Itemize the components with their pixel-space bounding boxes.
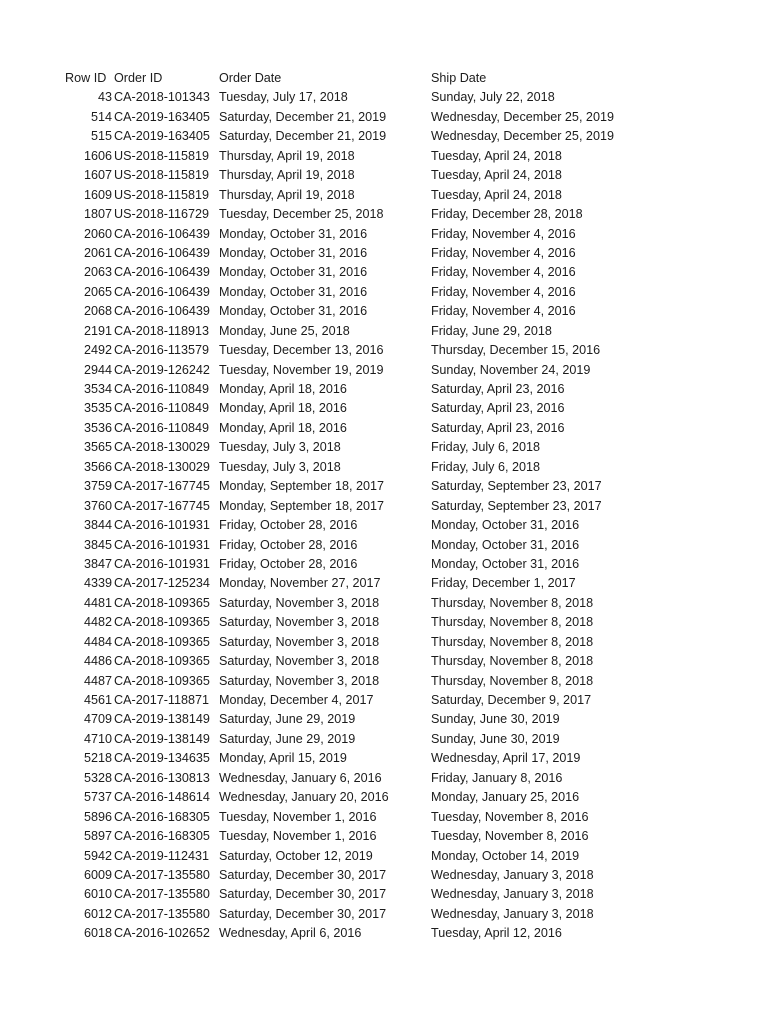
cell-ship-date: Friday, November 4, 2016: [431, 245, 576, 260]
table-row: [0, 769, 768, 788]
table-row: [0, 127, 768, 146]
cell-row-id: 1609: [83, 187, 112, 202]
cell-ship-date: Friday, November 4, 2016: [431, 226, 576, 241]
cell-row-id: 3759: [83, 479, 112, 494]
cell-order-date: Saturday, November 3, 2018: [219, 673, 380, 688]
table-row: [0, 808, 768, 827]
table-row: [0, 633, 768, 652]
cell-row-id: 6018: [83, 926, 112, 941]
cell-order-id: CA-2016-110849: [114, 382, 209, 396]
table-row: [0, 477, 768, 496]
cell-row-id: 3534: [83, 382, 112, 396]
table-row: [0, 438, 768, 457]
cell-order-date: Saturday, June 29, 2019: [219, 731, 356, 746]
cell-ship-date: Thursday, December 15, 2016: [431, 343, 601, 358]
cell-row-id: 514: [90, 109, 112, 124]
cell-order-date: Monday, April 18, 2016: [219, 382, 347, 396]
cell-ship-date: Tuesday, April 24, 2018: [431, 187, 562, 202]
cell-order-date: Tuesday, December 25, 2018: [219, 207, 384, 222]
cell-order-date: Thursday, April 19, 2018: [219, 148, 355, 163]
cell-row-id: 3566: [83, 459, 112, 474]
table-row: [0, 788, 768, 807]
table-header-row: [0, 69, 768, 88]
cell-row-id: 2061: [83, 245, 112, 260]
cell-order-date: Saturday, November 3, 2018: [219, 654, 380, 669]
cell-order-date: Monday, October 31, 2016: [219, 226, 368, 241]
cell-row-id: 1606: [83, 148, 112, 163]
cell-order-date: Saturday, November 3, 2018: [219, 615, 380, 630]
cell-order-id: CA-2016-110849: [114, 420, 209, 435]
cell-order-id: CA-2016-106439: [114, 304, 210, 319]
cell-ship-date: Wednesday, December 25, 2019: [431, 109, 614, 124]
cell-order-id: CA-2019-112431: [114, 848, 209, 863]
cell-order-date: Monday, October 31, 2016: [219, 284, 368, 299]
table-row: [0, 652, 768, 671]
cell-row-id: 2191: [83, 323, 112, 338]
cell-row-id: 2060: [83, 226, 112, 241]
cell-order-id: CA-2016-101931: [114, 537, 210, 552]
cell-order-id: CA-2016-106439: [114, 245, 210, 260]
cell-ship-date: Wednesday, April 17, 2019: [431, 751, 581, 766]
cell-ship-date: Thursday, November 8, 2018: [431, 595, 594, 610]
cell-row-id: 4481: [83, 595, 112, 610]
cell-row-id: 2492: [83, 343, 112, 358]
cell-row-id: 5896: [83, 809, 112, 824]
cell-order-id: CA-2016-101931: [114, 556, 210, 571]
cell-ship-date: Sunday, November 24, 2019: [431, 362, 591, 377]
cell-ship-date: Friday, June 29, 2018: [431, 323, 552, 338]
cell-order-id: CA-2017-118871: [114, 693, 209, 707]
cell-row-id: 3536: [83, 420, 112, 435]
table-row: [0, 225, 768, 244]
table-row: [0, 516, 768, 535]
cell-ship-date: Friday, December 1, 2017: [431, 576, 576, 591]
cell-order-date: Saturday, December 21, 2019: [219, 109, 387, 124]
cell-order-date: Monday, October 31, 2016: [219, 265, 368, 280]
cell-order-date: Monday, November 27, 2017: [219, 576, 381, 591]
table-row: [0, 710, 768, 729]
cell-order-id: CA-2017-135580: [114, 867, 210, 882]
cell-row-id: 4487: [83, 673, 112, 688]
cell-ship-date: Friday, November 4, 2016: [431, 284, 576, 299]
cell-order-date: Thursday, April 19, 2018: [219, 187, 355, 202]
cell-order-id: CA-2017-135580: [114, 887, 210, 902]
cell-row-id: 5218: [83, 751, 112, 766]
cell-order-id: CA-2016-110849: [114, 401, 209, 416]
header-order-id: Order ID: [114, 71, 163, 85]
table-row: [0, 186, 768, 205]
cell-order-date: Monday, September 18, 2017: [219, 498, 384, 513]
cell-ship-date: Monday, January 25, 2016: [431, 790, 580, 805]
table-row: [0, 730, 768, 749]
cell-row-id: 4484: [83, 634, 112, 649]
cell-order-id: CA-2018-109365: [114, 615, 210, 630]
cell-order-date: Friday, October 28, 2016: [219, 518, 358, 533]
cell-ship-date: Sunday, June 30, 2019: [431, 731, 560, 746]
cell-order-id: CA-2019-126242: [114, 362, 210, 377]
cell-order-id: CA-2018-109365: [114, 654, 210, 669]
cell-row-id: 3847: [83, 556, 112, 571]
cell-order-id: CA-2016-113579: [114, 343, 209, 358]
cell-row-id: 43: [97, 90, 112, 105]
cell-row-id: 6010: [83, 887, 112, 902]
cell-ship-date: Friday, January 8, 2016: [431, 770, 563, 785]
header-order-date: Order Date: [219, 71, 282, 85]
cell-order-date: Thursday, April 19, 2018: [219, 168, 355, 183]
cell-row-id: 6009: [83, 867, 112, 882]
table-row: [0, 263, 768, 282]
cell-ship-date: Monday, October 31, 2016: [431, 556, 580, 571]
cell-row-id: 3760: [83, 498, 112, 513]
cell-order-id: CA-2018-130029: [114, 440, 210, 455]
cell-order-id: CA-2018-118913: [114, 323, 209, 338]
table-row: [0, 749, 768, 768]
table-row: [0, 108, 768, 127]
table-row: [0, 672, 768, 691]
table-row: [0, 419, 768, 438]
table-row: [0, 302, 768, 321]
cell-ship-date: Tuesday, April 24, 2018: [431, 148, 562, 163]
cell-ship-date: Tuesday, April 24, 2018: [431, 168, 562, 183]
cell-ship-date: Saturday, September 23, 2017: [431, 479, 602, 494]
cell-order-date: Tuesday, July 17, 2018: [219, 90, 348, 105]
table-row: [0, 399, 768, 418]
cell-row-id: 3535: [83, 401, 112, 416]
cell-order-date: Tuesday, November 1, 2016: [219, 829, 377, 844]
cell-order-date: Saturday, December 30, 2017: [219, 867, 387, 882]
cell-ship-date: Friday, July 6, 2018: [431, 459, 540, 474]
cell-order-date: Saturday, June 29, 2019: [219, 712, 356, 727]
cell-ship-date: Saturday, September 23, 2017: [431, 498, 602, 513]
cell-row-id: 5737: [83, 790, 112, 805]
cell-order-id: CA-2019-163405: [114, 129, 210, 144]
cell-order-id: CA-2018-109365: [114, 595, 210, 610]
cell-order-id: CA-2017-135580: [114, 906, 210, 921]
table-row: [0, 361, 768, 380]
table-row: [0, 166, 768, 185]
cell-order-date: Tuesday, July 3, 2018: [219, 459, 341, 474]
cell-ship-date: Sunday, June 30, 2019: [431, 712, 560, 727]
cell-order-date: Tuesday, November 19, 2019: [219, 362, 384, 377]
cell-order-id: CA-2019-163405: [114, 109, 210, 124]
cell-order-date: Monday, April 15, 2019: [219, 751, 347, 766]
table-row: [0, 924, 768, 943]
cell-order-id: US-2018-115819: [114, 168, 209, 183]
cell-order-id: CA-2018-109365: [114, 634, 210, 649]
cell-order-date: Monday, April 18, 2016: [219, 420, 347, 435]
cell-ship-date: Monday, October 14, 2019: [431, 848, 580, 863]
cell-order-date: Monday, October 31, 2016: [219, 304, 368, 319]
cell-ship-date: Tuesday, November 8, 2016: [431, 809, 589, 824]
header-ship-date: Ship Date: [431, 71, 487, 85]
cell-order-date: Saturday, December 30, 2017: [219, 906, 387, 921]
cell-order-id: US-2018-115819: [114, 187, 209, 202]
cell-order-date: Wednesday, April 6, 2016: [219, 926, 362, 941]
table-row: [0, 283, 768, 302]
table-row: [0, 244, 768, 263]
cell-ship-date: Wednesday, January 3, 2018: [431, 906, 594, 921]
table-row: [0, 691, 768, 710]
table-row: [0, 827, 768, 846]
cell-ship-date: Saturday, December 9, 2017: [431, 693, 592, 707]
cell-order-id: CA-2018-101343: [114, 90, 210, 105]
cell-row-id: 515: [90, 129, 112, 144]
cell-order-id: CA-2016-168305: [114, 829, 210, 844]
cell-row-id: 4339: [83, 576, 112, 591]
header-row-id: Row ID: [65, 71, 107, 85]
orders-table: [0, 69, 768, 944]
cell-ship-date: Monday, October 31, 2016: [431, 537, 580, 552]
cell-ship-date: Saturday, April 23, 2016: [431, 382, 565, 396]
cell-row-id: 5897: [83, 829, 112, 844]
cell-ship-date: Monday, October 31, 2016: [431, 518, 580, 533]
cell-order-date: Tuesday, July 3, 2018: [219, 440, 341, 455]
cell-order-id: CA-2016-148614: [114, 790, 210, 805]
cell-order-id: CA-2016-106439: [114, 265, 210, 280]
table-row: [0, 205, 768, 224]
cell-ship-date: Friday, November 4, 2016: [431, 304, 576, 319]
cell-row-id: 4486: [83, 654, 112, 669]
cell-order-id: CA-2018-130029: [114, 459, 210, 474]
cell-order-date: Saturday, December 30, 2017: [219, 887, 387, 902]
cell-row-id: 3565: [83, 440, 112, 455]
cell-ship-date: Thursday, November 8, 2018: [431, 615, 594, 630]
cell-row-id: 5328: [83, 770, 112, 785]
cell-row-id: 3845: [83, 537, 112, 552]
cell-order-date: Saturday, November 3, 2018: [219, 595, 380, 610]
cell-row-id: 1807: [83, 207, 112, 222]
cell-row-id: 3844: [83, 518, 112, 533]
cell-order-date: Monday, April 18, 2016: [219, 401, 347, 416]
cell-ship-date: Thursday, November 8, 2018: [431, 673, 594, 688]
cell-order-date: Monday, October 31, 2016: [219, 245, 368, 260]
cell-row-id: 4561: [83, 693, 112, 707]
table-row: [0, 866, 768, 885]
cell-ship-date: Saturday, April 23, 2016: [431, 401, 565, 416]
cell-order-date: Tuesday, December 13, 2016: [219, 343, 384, 358]
cell-order-date: Saturday, December 21, 2019: [219, 129, 387, 144]
table-row: [0, 613, 768, 632]
cell-row-id: 4482: [83, 615, 112, 630]
table-row: [0, 88, 768, 107]
cell-order-id: US-2018-115819: [114, 148, 209, 163]
table-row: [0, 147, 768, 166]
cell-row-id: 5942: [83, 848, 112, 863]
cell-order-id: CA-2016-168305: [114, 809, 210, 824]
cell-order-date: Tuesday, November 1, 2016: [219, 809, 377, 824]
cell-order-id: CA-2016-102652: [114, 926, 210, 941]
table-row: [0, 322, 768, 341]
cell-ship-date: Wednesday, December 25, 2019: [431, 129, 614, 144]
cell-order-id: CA-2017-167745: [114, 498, 210, 513]
cell-ship-date: Tuesday, November 8, 2016: [431, 829, 589, 844]
cell-order-id: CA-2019-138149: [114, 712, 210, 727]
cell-ship-date: Tuesday, April 12, 2016: [431, 926, 562, 941]
table-row: [0, 555, 768, 574]
table-row: [0, 380, 768, 399]
cell-row-id: 2065: [83, 284, 112, 299]
cell-row-id: 2944: [83, 362, 112, 377]
cell-ship-date: Friday, November 4, 2016: [431, 265, 576, 280]
cell-order-id: CA-2016-106439: [114, 284, 210, 299]
cell-row-id: 1607: [83, 168, 112, 183]
cell-order-date: Saturday, November 3, 2018: [219, 634, 380, 649]
cell-order-date: Monday, December 4, 2017: [219, 693, 374, 707]
table-row: [0, 905, 768, 924]
cell-ship-date: Thursday, November 8, 2018: [431, 634, 594, 649]
cell-order-id: US-2018-116729: [114, 207, 209, 222]
cell-ship-date: Friday, December 28, 2018: [431, 207, 583, 222]
cell-order-date: Wednesday, January 20, 2016: [219, 790, 389, 805]
cell-order-id: CA-2016-130813: [114, 770, 210, 785]
cell-order-date: Monday, September 18, 2017: [219, 479, 384, 494]
cell-order-id: CA-2016-101931: [114, 518, 210, 533]
cell-order-date: Wednesday, January 6, 2016: [219, 770, 382, 785]
cell-ship-date: Sunday, July 22, 2018: [431, 90, 555, 105]
table-row: [0, 594, 768, 613]
cell-order-id: CA-2017-125234: [114, 576, 210, 591]
cell-row-id: 2063: [83, 265, 112, 280]
table-row: [0, 574, 768, 593]
cell-row-id: 2068: [83, 304, 112, 319]
table-row: [0, 341, 768, 360]
table-row: [0, 458, 768, 477]
table-row: [0, 847, 768, 866]
cell-order-id: CA-2017-167745: [114, 479, 210, 494]
cell-ship-date: Wednesday, January 3, 2018: [431, 887, 594, 902]
cell-order-date: Monday, June 25, 2018: [219, 323, 350, 338]
cell-ship-date: Saturday, April 23, 2016: [431, 420, 565, 435]
cell-ship-date: Wednesday, January 3, 2018: [431, 867, 594, 882]
cell-order-id: CA-2019-138149: [114, 731, 210, 746]
cell-order-id: CA-2018-109365: [114, 673, 210, 688]
cell-order-date: Friday, October 28, 2016: [219, 537, 358, 552]
table-row: [0, 536, 768, 555]
table-row: [0, 497, 768, 516]
cell-order-id: CA-2016-106439: [114, 226, 210, 241]
cell-row-id: 6012: [83, 906, 112, 921]
cell-row-id: 4709: [83, 712, 112, 727]
cell-ship-date: Thursday, November 8, 2018: [431, 654, 594, 669]
cell-order-date: Friday, October 28, 2016: [219, 556, 358, 571]
cell-row-id: 4710: [83, 731, 112, 746]
table-body: [0, 88, 768, 943]
cell-ship-date: Friday, July 6, 2018: [431, 440, 540, 455]
table-row: [0, 885, 768, 904]
cell-order-id: CA-2019-134635: [114, 751, 210, 766]
cell-order-date: Saturday, October 12, 2019: [219, 848, 373, 863]
